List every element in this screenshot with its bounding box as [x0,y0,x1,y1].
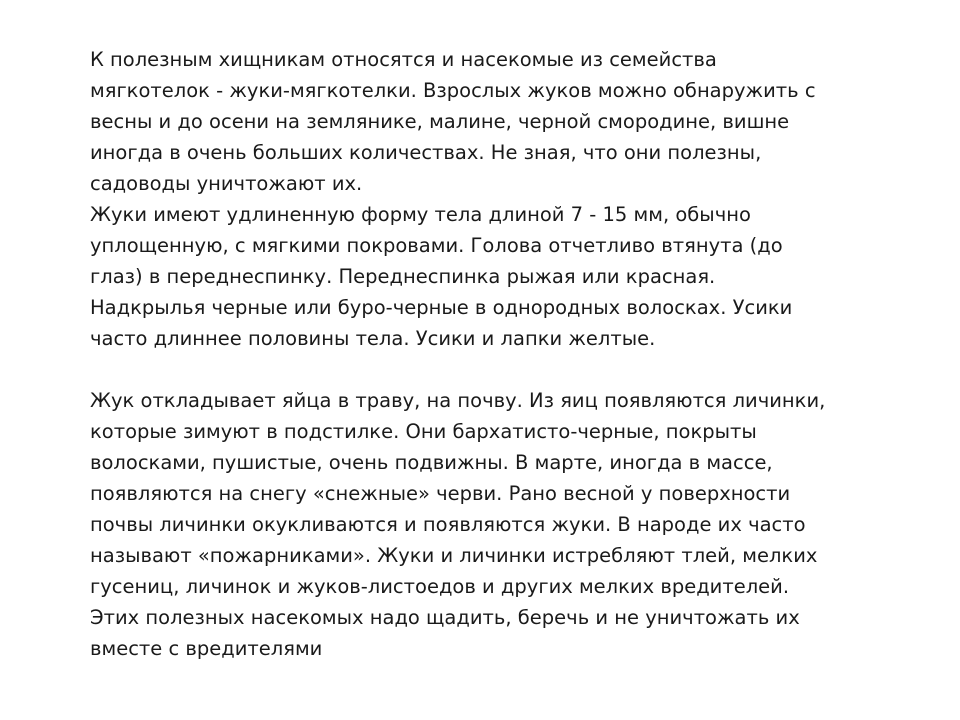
slide-text-body [90,44,940,664]
text-line: вместе с вредителями [90,637,323,660]
text-line: часто длиннее половины тела. Усики и лапки желтые. [90,327,656,350]
text-line: называют «пожарниками». Жуки и личинки истребляют тлей, мелких [90,544,818,567]
text-line: Этих полезных насекомых надо щадить, беречь и не уничтожать их [90,606,800,629]
text-line: которые зимуют в подстилке. Они бархатисто-черные, покрыты [90,420,757,443]
text-line: глаз) в переднеспинку. Переднеспинка рыжая или красная. [90,265,716,288]
text-line: весны и до осени на землянике, малине, черной смородине, вишне [90,110,790,133]
text-line: почвы личинки окукливаются и появляются жуки. В народе их часто [90,513,806,536]
text-line: садоводы уничтожают их. [90,172,363,195]
paragraph-life-cycle [90,385,940,664]
text-line: иногда в очень больших количествах. Не зная, что они полезны, [90,141,762,164]
text-line: Жук откладывает яйца в траву, на почву. Из яиц появляются личинки, [90,389,826,412]
text-line: уплощенную, с мягкими покровами. Голова отчетливо втянута (до [90,234,783,257]
text-line: гусениц, личинок и жуков-листоедов и других мелких вредителей. [90,575,790,598]
text-line: мягкотелок - жуки-мягкотелки. Взрослых жуков можно обнаружить с [90,79,816,102]
paragraph-beetle-description [90,199,940,354]
text-line: К полезным хищникам относятся и насекомые из семейства [90,48,717,71]
text-line: Жуки имеют удлиненную форму тела длиной 7 - 15 мм, обычно [90,203,751,226]
text-line: появляются на снегу «снежные» черви. Рано весной у поверхности [90,482,791,505]
text-line: волосками, пушистые, очень подвижны. В марте, иногда в массе, [90,451,773,474]
paragraph-spacer [90,354,940,385]
text-line: Надкрылья черные или буро-черные в однородных волосках. Усики [90,296,793,319]
paragraph-beneficial-predators [90,44,940,199]
